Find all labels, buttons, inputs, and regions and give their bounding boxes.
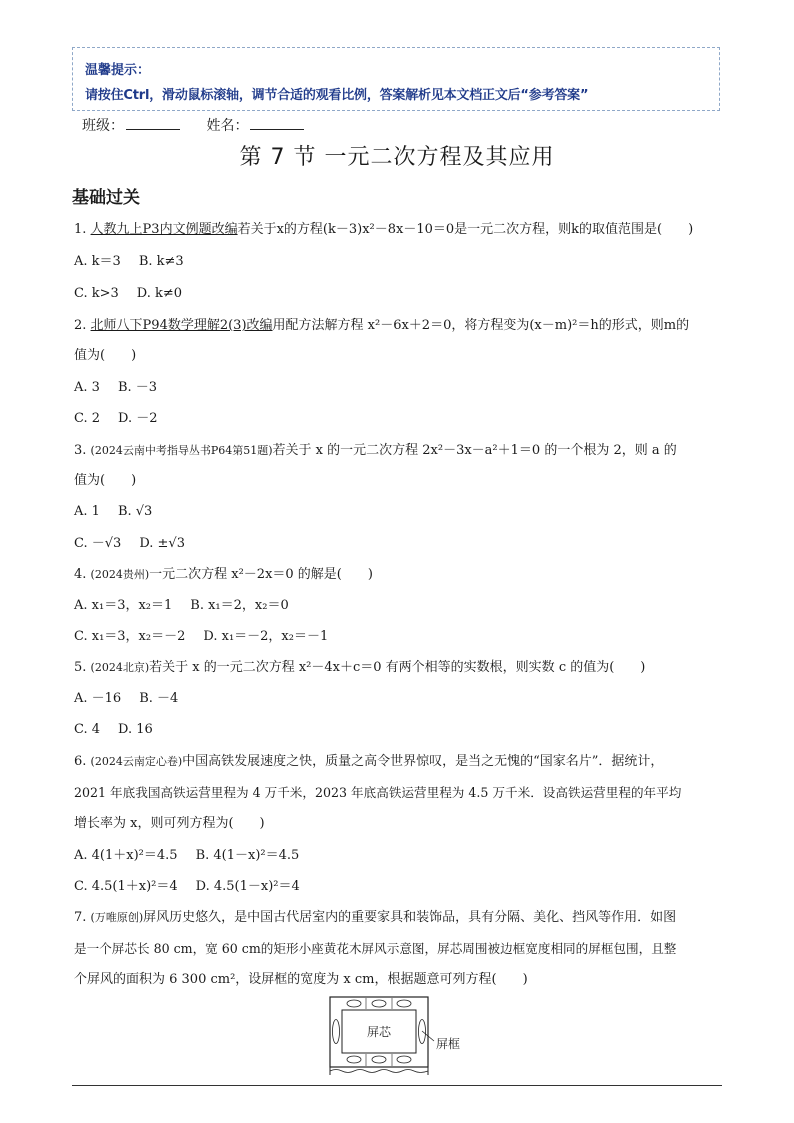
question-3-stem: 3. (2024云南中考指导丛书P64第51题)若关于 x 的一元二次方程 2x²－3x－a²＋1＝0 的一个根为 2，则 a 的 [74,443,677,458]
question-5-options-cd [74,722,171,738]
bottom-divider [72,1085,722,1086]
question-1-source: 人教九上P3内文例题改编 [90,222,238,237]
option-c: C. k>3 [74,286,119,301]
page-title: 第 7 节 一元二次方程及其应用 [239,145,555,170]
question-2-options-cd [74,411,176,427]
name-row [82,115,326,135]
option-c: C. 2 [74,411,101,426]
tip-text: 请按住Ctrl，滑动鼠标滚轴，调节合适的观看比例，答案解析见本文档正文后“参考答案” [85,88,589,103]
screen-figure [328,995,478,1081]
question-4-options-cd [74,629,346,645]
question-6-stem-cont2: 增长率为 x，则可列方程为( ) [74,816,265,831]
question-6-options-cd [74,879,318,895]
figure-label-frame: 屏框 [436,1037,461,1051]
option-c: C. x₁＝3，x₂＝－2 [74,629,186,644]
question-3-options-cd [74,536,203,552]
option-a: A. x₁＝3，x₂＝1 [74,598,173,613]
option-a: A. 1 [74,504,100,519]
question-5-stem: 5. (2024北京)若关于 x 的一元二次方程 x²－4x＋c＝0 有两个相等的实数根，则实数 c 的值为( ) [74,660,646,675]
section-heading: 基础过关 [72,188,140,208]
question-6-stem: 6. (2024云南定心卷)中国高铁发展速度之快，质量之高令世界惊叹，是当之无愧的“国家名片”．据统计， [74,754,664,769]
question-4-stem: 4. (2024贵州)一元二次方程 x²－2x＝0 的解是( ) [74,567,373,582]
option-d: D. k≠0 [136,286,183,301]
question-2-stem: 2. 北师八下P94数学理解2(3)改编用配方法解方程 x²－6x＋2＝0，将方程变为(x－m)²＝h的形式，则m的 [74,318,690,333]
question-5-options-ab [74,691,196,707]
class-blank [126,117,180,130]
question-2-options-ab [74,380,175,396]
option-a: A. k＝3 [74,254,121,269]
option-c: C. －√3 [74,536,122,551]
option-d: D. ±√3 [139,536,185,551]
option-c: C. 4.5(1＋x)²＝4 [74,879,178,894]
option-a: A. －16 [74,691,122,706]
question-2-stem-cont: 值为( ) [74,348,137,363]
name-blank [250,117,304,130]
option-d: D. 16 [118,722,153,737]
question-6-stem-cont: 2021 年底我国高铁运营里程为 4 万千米，2023 年底高铁运营里程为 4.5 万千米．设高铁运营里程的年平均 [74,785,682,800]
class-label: 班级： [82,118,124,134]
option-c: C. 4 [74,722,101,737]
question-4-options-ab [74,598,307,614]
option-b: B. －3 [117,380,158,395]
question-7-stem-cont: 是一个屏芯长 80 cm，宽 60 cm的矩形小座黄花木屏风示意图，屏芯周围被边框宽度相同的屏框包围，且整 [74,941,677,956]
question-4-source: (2024贵州) [90,568,150,581]
question-7-stem-cont2: 个屏风的面积为 6 300 cm²，设屏框的宽度为 x cm，根据题意可列方程( ) [74,972,528,987]
question-1-stem: 1. 人教九上P3内文例题改编若关于x的方程(k－3)x²－8x－10＝0是一元二次方程，则k的取值范围是( ) [74,222,694,237]
figure-label-center: 屏芯 [366,1025,392,1039]
question-1-options-ab [74,254,202,270]
option-b: B. 4(1－x)²＝4.5 [195,848,300,863]
option-d: D. 4.5(1－x)²＝4 [195,879,300,894]
option-a: A. 4(1＋x)²＝4.5 [74,848,178,863]
question-6-source: (2024云南定心卷) [90,755,183,768]
name-label: 姓名： [206,118,249,134]
option-b: B. x₁＝2，x₂＝0 [190,598,289,613]
question-1-options-cd [74,286,200,302]
tip-box [72,47,720,111]
question-5-source: (2024北京) [90,661,150,674]
question-7-stem: 7. (万唯原创)屏风历史悠久，是中国古代居室内的重要家具和装饰品，具有分隔、美化、挡风等作用．如图 [74,910,677,925]
option-a: A. 3 [74,380,100,395]
option-d: D. －2 [118,411,158,426]
question-3-source: (2024云南中考指导丛书P64第51题) [90,444,273,457]
question-3-stem-cont: 值为( ) [74,473,137,488]
option-b: B. －4 [139,691,179,706]
question-6-options-ab [74,848,317,864]
tip-title: 温馨提示： [85,63,151,78]
question-7-source: (万唯原创) [90,911,144,924]
option-b: B. k≠3 [138,254,184,269]
question-3-options-ab [74,504,170,520]
question-2-source: 北师八下P94数学理解2(3)改编 [90,318,273,333]
option-b: B. √3 [117,504,153,519]
option-d: D. x₁＝－2，x₂＝－1 [203,629,329,644]
